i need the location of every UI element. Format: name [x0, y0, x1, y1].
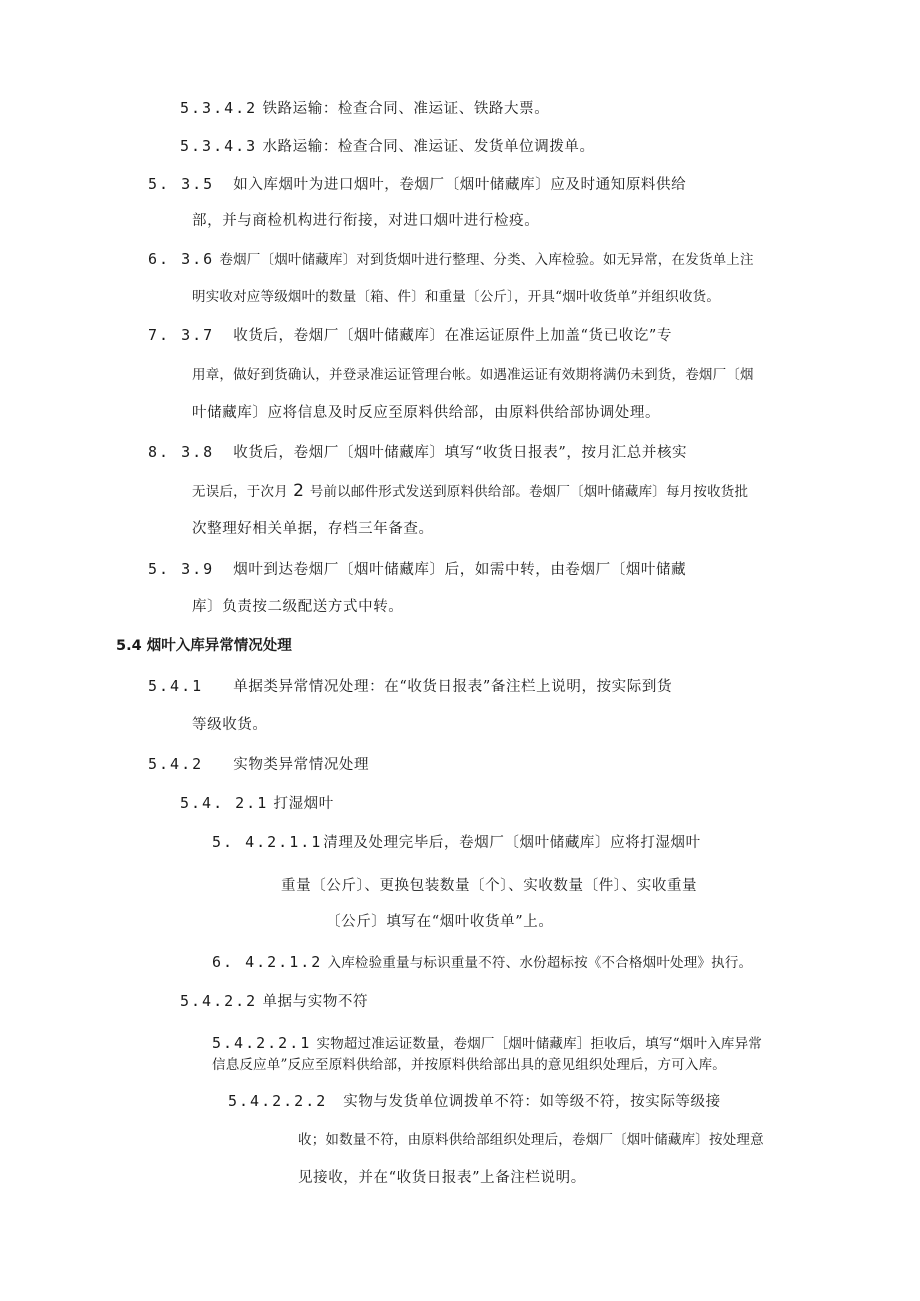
- item-text-line-2: 部，并与商检机构进行衔接，对进口烟叶进行检疫。: [192, 213, 540, 229]
- item-text-line-2: 用章，做好到货确认，并登录准运证管理台帐。如遇准运证有效期将满仍未到货，卷烟厂〔烟: [192, 367, 754, 383]
- item-5-4-1-cont: [192, 715, 268, 735]
- item-text: 单据与实物不符: [262, 994, 369, 1010]
- item-5-4-2-2: [180, 991, 368, 1012]
- item-text-line-1: 烟叶到达卷烟厂〔烟叶储藏库〕后，如需中转，由卷烟厂〔烟叶储藏: [233, 562, 687, 578]
- item-5-4-2-1: [180, 793, 334, 814]
- section-heading-5-4: 5.4 烟叶入库异常情况处理: [116, 638, 292, 654]
- item-text-line-2a: 无误后，于次月: [192, 484, 288, 500]
- item-number: 5.4.2: [148, 755, 204, 773]
- item-text-line-3: 〔公斤〕填写在“烟叶收货单”上。: [326, 914, 554, 930]
- item-text: 水路运输：检查合同、准运证、发货单位调拨单。: [262, 139, 595, 155]
- item-5-4-2-1-1-cont-2: [326, 912, 553, 932]
- item-3-8: [148, 442, 687, 463]
- item-5-3-5: [148, 174, 686, 195]
- item-5-4-2-1-1-cont-1: [281, 876, 697, 896]
- item-number: 5.4. 2.1: [180, 794, 269, 812]
- item-text-line-3: 叶储藏库〕应将信息及时反应至原料供给部，由原料供给部协调处理。: [192, 405, 661, 421]
- item-3-8-cont-2: [192, 519, 434, 539]
- item-text-line-2-number: 2: [293, 481, 305, 501]
- item-text-line-2: 信息反应单”反应至原料供给部，并按原料供给部出具的意见组织处理后，方可入库。: [212, 1057, 727, 1073]
- item-5-4-2-2-2: [228, 1091, 721, 1112]
- item-text-line-1: 收货后，卷烟厂〔烟叶储藏库〕填写“收货日报表”，按月汇总并核实: [233, 445, 688, 461]
- item-number: 6. 3.6: [148, 250, 215, 268]
- item-3-6: [148, 249, 754, 270]
- item-number: 7. 3.7: [148, 326, 215, 344]
- item-text-line-1: 清理及处理完毕后，卷烟厂〔烟叶储藏库〕应将打湿烟叶: [323, 835, 701, 851]
- item-5-4-2-1-1: [212, 832, 701, 853]
- item-text-line-2: 明实收对应等级烟叶的数量〔箱、件〕和重量〔公斤〕，开具“烟叶收货单”并组织收货。: [192, 289, 721, 305]
- item-text: 打湿烟叶: [273, 796, 334, 812]
- item-5-4-2: [148, 754, 369, 775]
- item-3-7-cont-1: [192, 365, 754, 385]
- item-text-line-1: 单据类异常情况处理：在“收货日报表”备注栏上说明，按实际到货: [233, 679, 673, 695]
- item-5-4-2-2-2-cont-1: [298, 1130, 764, 1150]
- item-number: 5. 4.2.1.1: [212, 833, 323, 851]
- item-text: 入库检验重量与标识重量不符、水份超标按《不合格烟叶处理》执行。: [327, 955, 753, 971]
- item-5-3-4-2: [180, 98, 549, 119]
- item-number: 6. 4.2.1.2: [212, 953, 323, 971]
- item-text-line-1: 实物超过准运证数量，卷烟厂［烟叶储藏库］拒收后，填写“烟叶入库异常: [316, 1036, 763, 1052]
- item-text-line-2: 收；如数量不符，由原料供给部组织处理后，卷烟厂〔烟叶储藏库〕按处理意: [298, 1132, 764, 1148]
- item-text-line-3: 次整理好相关单据，存档三年备查。: [192, 521, 434, 537]
- item-5-4-2-1-2: [212, 952, 752, 973]
- item-3-7-cont-2: [192, 403, 660, 423]
- item-number: 8. 3.8: [148, 443, 215, 461]
- item-text-line-1: 收货后，卷烟厂〔烟叶储藏库〕在准运证原件上加盖“货已收讫”专: [233, 328, 673, 344]
- item-number: 5.4.2.2: [180, 992, 258, 1010]
- item-number: 5. 3.9: [148, 560, 215, 578]
- item-number: 5.3.4.2: [180, 99, 258, 117]
- item-text: 铁路运输：检查合同、准运证、铁路大票。: [262, 101, 550, 117]
- item-number: 5.4.2.2.1: [212, 1034, 312, 1052]
- item-text-line-1: 卷烟厂〔烟叶储藏库〕对到货烟叶进行整理、分类、入库检验。如无异常，在发货单上注: [219, 252, 754, 268]
- item-5-4-1: [148, 676, 672, 697]
- item-3-9: [148, 559, 686, 580]
- item-5-4-2-2-2-cont-2: [298, 1168, 586, 1188]
- item-5-3-5-cont: [192, 211, 539, 231]
- item-3-9-cont: [192, 597, 403, 617]
- item-text-line-2: 重量〔公斤〕、更换包装数量〔个〕、实收数量〔件〕、实收重量: [281, 878, 698, 894]
- item-text-line-2: 等级收货。: [192, 717, 268, 733]
- item-number: 5.3.4.3: [180, 137, 258, 155]
- item-3-8-cont-1: [192, 481, 748, 502]
- item-5-4-2-2-1: [212, 1033, 762, 1054]
- item-5-4-2-2-1-cont: [212, 1055, 726, 1075]
- item-text: 实物类异常情况处理: [233, 757, 370, 773]
- item-text-line-1: 如入库烟叶为进口烟叶，卷烟厂〔烟叶储藏库〕应及时通知原料供给: [233, 177, 687, 193]
- item-5-3-4-3: [180, 136, 595, 157]
- item-3-6-cont: [192, 287, 720, 307]
- item-number: 5.4.1: [148, 677, 204, 695]
- item-3-7: [148, 325, 672, 346]
- item-text-line-2b: 号前以邮件形式发送到原料供给部。卷烟厂〔烟叶储藏库〕每月按收货批: [309, 484, 749, 500]
- item-number: 5. 3.5: [148, 175, 215, 193]
- item-text-line-1: 实物与发货单位调拨单不符：如等级不符，按实际等级接: [343, 1094, 721, 1110]
- item-number: 5.4.2.2.2: [228, 1092, 328, 1110]
- item-text-line-2: 库〕负责按二级配送方式中转。: [192, 599, 404, 615]
- item-text-line-3: 见接收，并在“收货日报表”上备注栏说明。: [298, 1170, 586, 1186]
